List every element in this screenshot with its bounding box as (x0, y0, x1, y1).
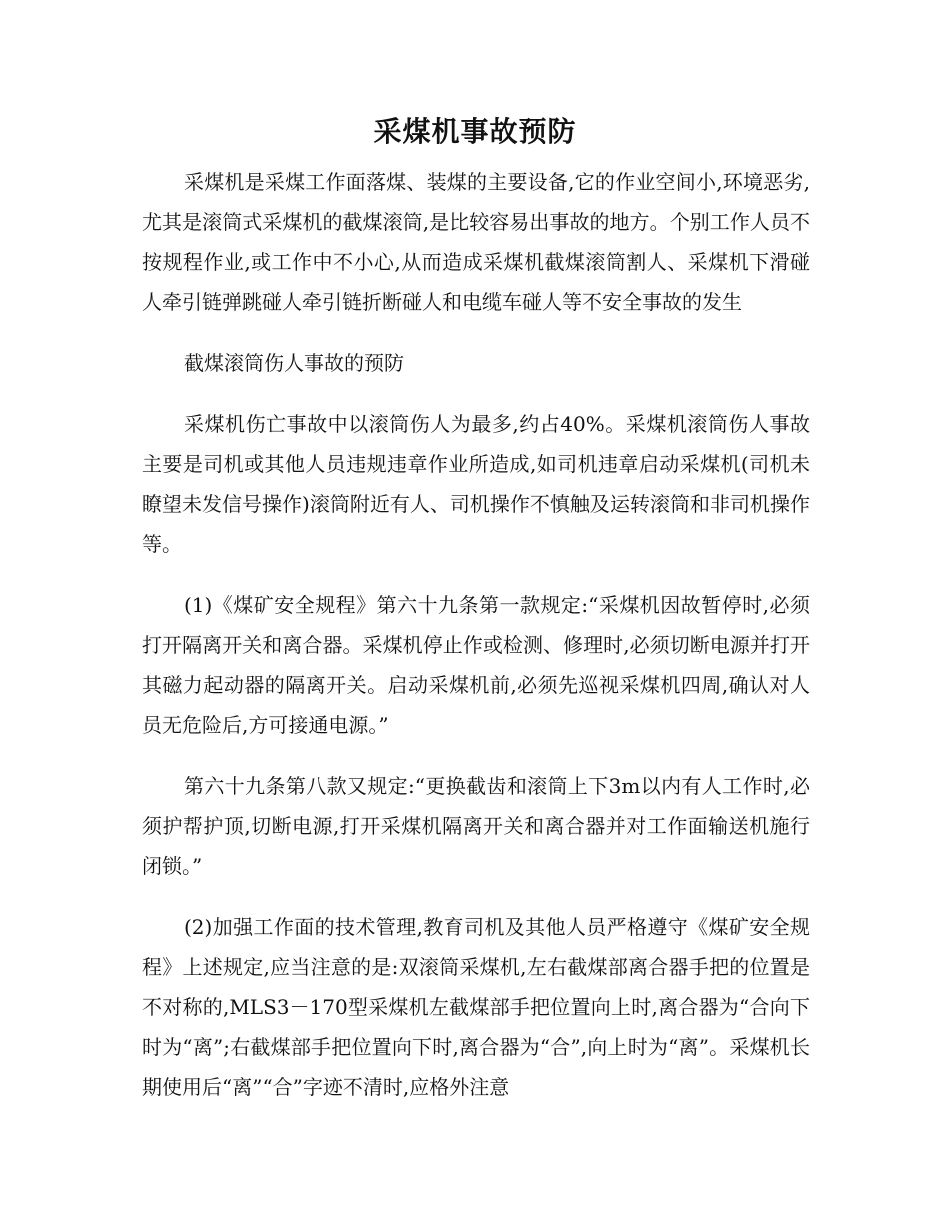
paragraph-rule-2: (2)加强工作面的技术管理,教育司机及其他人员严格遵守《煤矿安全规程》上述规定,应当注意的是:双滚筒采煤机,左右截煤部离合器手把的位置是不对称的,MLS3－170型采煤机左截煤部手把位置向上时,离合器为“合向下时为“离”;右截煤部手把位置向下时,离合器为“合”,向上时为“离”。采煤机长期使用后“离”“合”字迹不清时,应格外注意 (142, 915, 810, 1099)
section-heading: 截煤滚筒伤人事故的预防 (184, 351, 404, 375)
paragraph-accident-stats: 采煤机伤亡事故中以滚筒伤人为最多,约占40%。采煤机滚筒伤人事故主要是司机或其他人员违规违章作业所造成,如司机违章启动采煤机(司机未瞭望未发信号操作)滚筒附近有人、司机操作不慎触及运转滚筒和非司机操作等。 (142, 412, 810, 556)
paragraph-rule-1: (1)《煤矿安全规程》第六十九条第一款规定:“采煤机因故暂停时,必须打开隔离开关和离合器。采煤机停止作或检测、修理时,必须切断电源并打开其磁力起动器的隔离开关。启动采煤机前,必须先巡视采煤机四周,确认对人员无危险后,方可接通电源。” (142, 593, 810, 737)
document-title: 采煤机事故预防 (373, 115, 577, 148)
paragraph-intro: 采煤机是采煤工作面落煤、装煤的主要设备,它的作业空间小,环境恶劣,尤其是滚筒式采煤机的截煤滚筒,是比较容易出事故的地方。个别工作人员不按规程作业,或工作中不小心,从而造成采煤机截煤滚筒割人、采煤机下滑碰人牵引链弹跳碰人牵引链折断碰人和电缆车碰人等不安全事故的发生 (142, 170, 810, 314)
document-body (142, 162, 810, 1128)
paragraph-rule-69-8: 第六十九条第八款又规定:“更换截齿和滚筒上下3m以内有人工作时,必须护帮护顶,切断电源,打开采煤机隔离开关和离合器并对工作面输送机施行闭锁。” (142, 774, 810, 878)
